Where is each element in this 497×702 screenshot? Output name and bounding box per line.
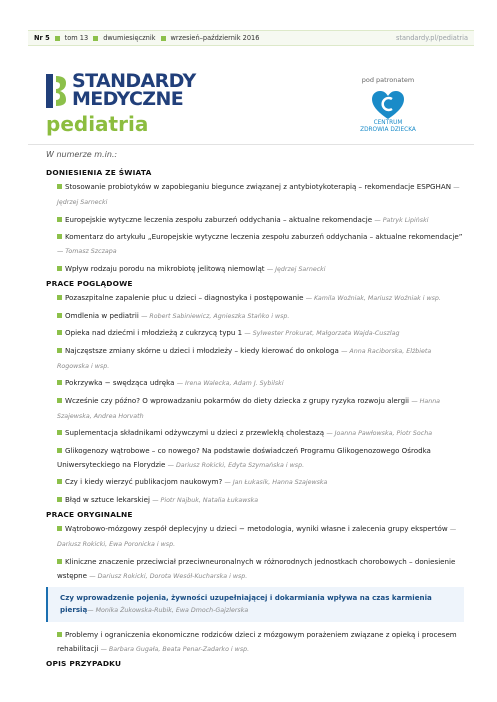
article-authors: — Dariusz Rokicki, Ewa Poronicka i wsp.: [57, 526, 457, 548]
list-item[interactable]: [46, 213, 464, 228]
article-title: Wątrobowo-mózgowy zespół deplecyjny u dzieci − metodologia, wyniki własne i zalecenia grupy ekspertów: [65, 524, 448, 533]
green-bullet-icon: [57, 295, 62, 300]
issue-bar: [28, 30, 474, 46]
featured-article-title: Czy wprowadzenie pojenia, żywności uzupełniającej i dokarmiania wpływa na czas karmienia piersią: [60, 592, 432, 614]
list-item[interactable]: [46, 628, 464, 657]
green-bullet-icon: [57, 632, 62, 637]
article-authors: — Hanna Szajewska, Andrea Horvath: [57, 397, 441, 420]
article-authors: — Barbara Gugała, Beata Penar-Zadarko i wsp.: [100, 645, 250, 653]
green-bullet-icon: [57, 266, 62, 271]
patron-name: [352, 120, 424, 134]
green-bullet-icon: [57, 448, 62, 453]
brand-wordmark: [72, 72, 196, 108]
issue-info: [34, 34, 259, 42]
green-bullet-icon: [57, 313, 62, 318]
list-item[interactable]: [46, 376, 464, 391]
article-authors: — Jędrzej Sarnecki: [57, 184, 460, 206]
article-title: Stosowanie probiotyków w zapobieganiu biegunce związanej z antybiotykoterapią – rekomendacje ESPGHAN: [65, 182, 452, 191]
article-authors: — Piotr Najbuk, Natalia Łukawska: [152, 496, 259, 504]
list-item[interactable]: [46, 309, 464, 324]
article-title: Suplementacja składnikami odżywczymi u dzieci z przewlekłą cholestazą: [65, 428, 325, 437]
issue-volume: tom 13: [64, 34, 89, 42]
article-title: Pokrzywka − swędząca udręka: [65, 378, 175, 387]
list-item[interactable]: [46, 522, 464, 552]
green-bullet-icon: [57, 330, 62, 335]
issue-number: Nr 5: [34, 34, 50, 42]
standardy-logo-icon: [46, 74, 68, 108]
website-link[interactable]: standardy.pl/pediatria: [395, 34, 468, 42]
list-item[interactable]: [46, 180, 464, 210]
list-item[interactable]: [46, 344, 464, 374]
article-title: Błąd w sztuce lekarskiej: [65, 494, 150, 504]
green-bullet-icon: [57, 184, 62, 189]
article-title: Pozaszpitalne zapalenie płuc u dzieci – diagnostyka i postępowanie: [65, 293, 304, 302]
green-bullet-icon: [57, 430, 62, 435]
green-bullet-icon: [57, 234, 62, 239]
list-item[interactable]: [46, 475, 464, 490]
article-title: Problemy i ograniczenia ekonomiczne rodziców dzieci z mózgowym porażeniem związane z opieką i procesem rehabilitacji: [57, 629, 457, 653]
article-authors: — Joanna Pawłowska, Piotr Socha: [326, 430, 433, 437]
green-bullet-icon: [57, 217, 62, 222]
article-authors: — Tomasz Szczapa: [57, 248, 117, 255]
article-authors: — Irena Walecka, Adam J. Sybilski: [176, 380, 284, 387]
section-heading: PRACE ORYGINALNE: [46, 510, 133, 519]
green-square-icon: [161, 36, 166, 41]
list-item[interactable]: [46, 326, 464, 341]
article-authors: — Anna Raciborska, Elżbieta Rogowska i wsp.: [57, 347, 432, 370]
article-authors: — Kamila Woźniak, Mariusz Woźniak i wsp.: [305, 295, 441, 302]
brand-line-1: STANDARDY: [72, 70, 196, 92]
green-bullet-icon: [57, 380, 62, 385]
article-title: Najczęstsze zmiany skórne u dzieci i młodzieży – kiedy kierować do onkologa: [65, 345, 339, 355]
featured-article[interactable]: [46, 587, 464, 622]
table-of-contents: [46, 166, 464, 671]
article-title: Omdlenia w pediatrii: [65, 310, 139, 320]
article-authors: — Jędrzej Sarnecki: [266, 265, 326, 273]
list-item[interactable]: [46, 230, 464, 259]
list-item[interactable]: [46, 262, 464, 277]
article-authors: — Sylwester Prokurat, Małgorzata Wajda-Cuszlag: [244, 330, 400, 337]
green-bullet-icon: [57, 348, 62, 353]
patron-label: pod patronatem: [361, 76, 415, 84]
section-heading: OPIS PRZYPADKU: [46, 659, 122, 668]
article-authors: — Dariusz Rokicki, Dorota Wesół-Kucharska i wsp.: [89, 572, 248, 580]
green-square-icon: [93, 36, 98, 41]
article-authors: — Jan Łukasik, Hanna Szajewska: [224, 479, 328, 486]
green-bullet-icon: [57, 398, 62, 403]
green-bullet-icon: [57, 479, 62, 484]
article-title: Wpływ rodzaju porodu na mikrobiotę jelitową niemowląt: [65, 263, 265, 273]
czd-heart-logo-icon: [366, 87, 410, 123]
journal-title: pediatria: [46, 112, 149, 136]
featured-article-authors: — Monika Żukowska-Rubik, Ewa Dmoch-Gajzlerska: [87, 606, 249, 614]
list-item[interactable]: [46, 291, 464, 306]
list-item[interactable]: [46, 394, 464, 424]
article-title: Wcześnie czy późno? O wprowadzaniu pokarmów do diety dziecka z grupy ryzyka rozwoju alergii: [65, 395, 410, 405]
article-title: Czy i kiedy wierzyć publikacjom naukowym?: [65, 477, 223, 486]
list-item[interactable]: [46, 493, 464, 508]
article-authors: — Robert Sabiniewicz, Agnieszka Stańko i wsp.: [141, 312, 290, 320]
article-title: Komentarz do artykułu „Europejskie wytyczne leczenia zespołu zaburzeń oddychania – aktualne rekomendacje”: [65, 232, 463, 241]
header-divider: [28, 144, 474, 145]
issue-period: wrzesień–październik 2016: [170, 34, 260, 42]
contents-intro: W numerze m.in.:: [46, 150, 118, 159]
section-heading: PRACE POGLĄDOWE: [46, 279, 133, 288]
patron-name-line-1: CENTRUM: [373, 120, 403, 126]
article-title: Kliniczne znaczenie przeciwciał przeciwneuronalnych w różnorodnych jednostkach chorobowych – doniesienie wstępne: [57, 556, 456, 580]
article-title: Glikogenozy wątrobowe – co nowego? Na podstawie doświadczeń Programu Glikogenozowego Ośrodka Uniwersyteckiego na Florydzie: [57, 445, 431, 469]
brand-line-2: MEDYCZNE: [72, 88, 184, 110]
issue-frequency: dwumiesięcznik: [103, 34, 156, 42]
list-item[interactable]: [46, 555, 464, 584]
section-heading: DONIESIENIA ZE ŚWIATA: [46, 168, 152, 177]
article-authors: — Patryk Lipiński: [374, 216, 429, 224]
article-title: Europejskie wytyczne leczenia zespołu zaburzeń oddychania – aktualne rekomendacje: [65, 214, 373, 224]
green-bullet-icon: [57, 559, 62, 564]
list-item[interactable]: [46, 444, 464, 473]
green-bullet-icon: [57, 497, 62, 502]
green-square-icon: [55, 36, 60, 41]
article-authors: — Dariusz Rokicki, Edyta Szymańska i wsp.: [167, 461, 305, 469]
green-bullet-icon: [57, 526, 62, 531]
list-item[interactable]: [46, 426, 464, 441]
patron-name-line-2: ZDROWIA DZIECKA: [360, 127, 416, 133]
article-title: Opieka nad dziećmi i młodzieżą z cukrzycą typu 1: [65, 328, 243, 337]
